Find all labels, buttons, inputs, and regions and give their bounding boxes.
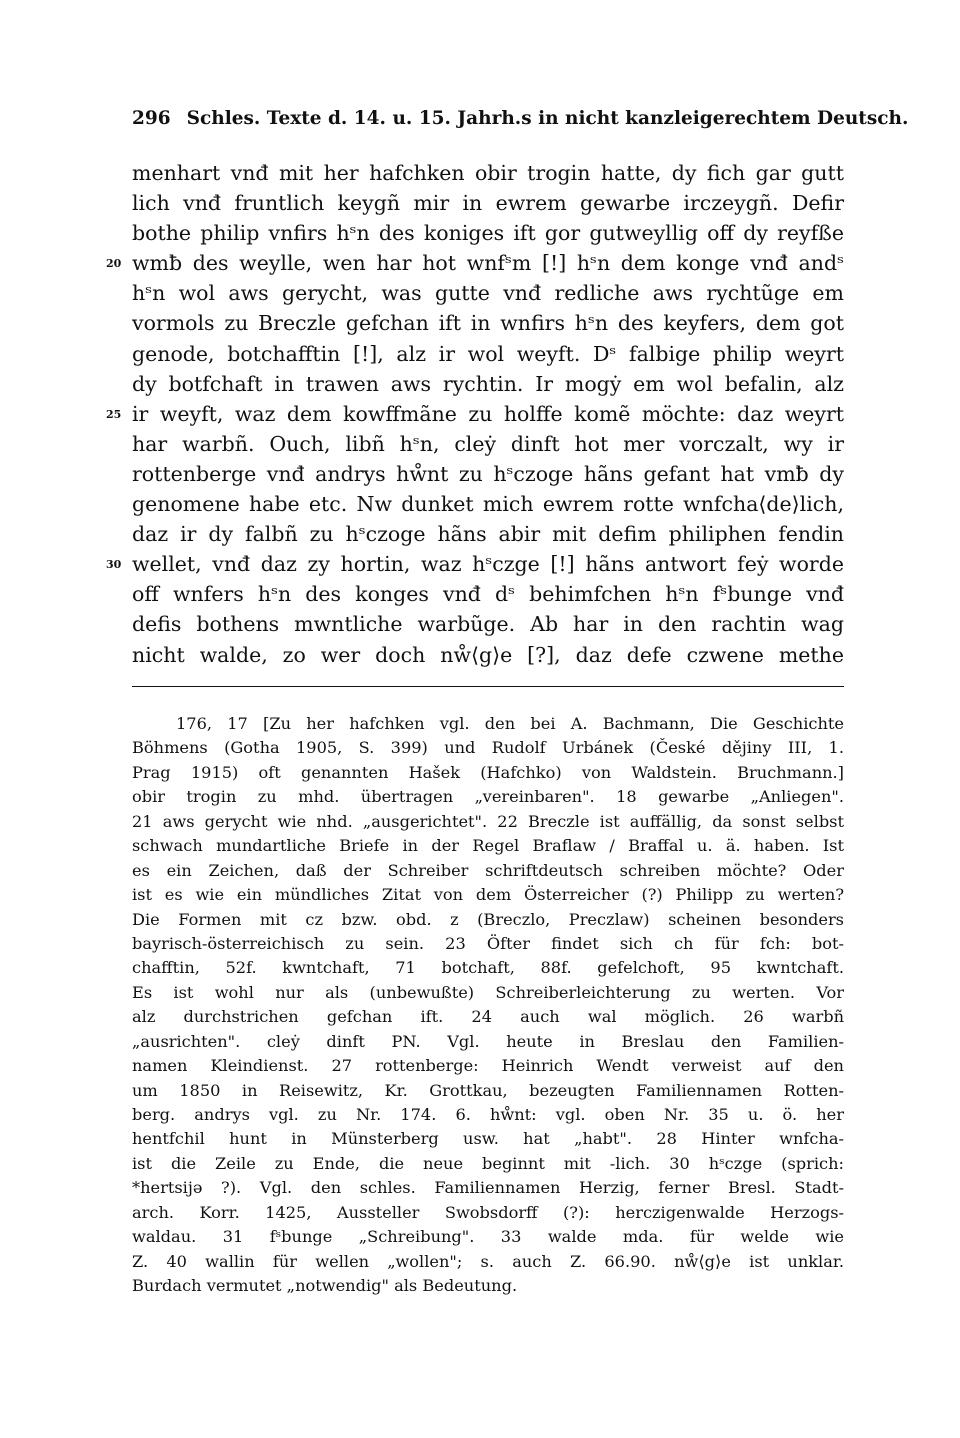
note-line: Prag 1915) oft genannten Hašek (Hafchko) von Waldstein. Bruchmann.] [132, 762, 844, 782]
line-text: vormols zu Breczle gefchan ift in wnfirs hˢn des keyfers, dem got [132, 311, 844, 336]
line-number: 30 [106, 558, 122, 572]
note-line: ist es wie ein mündliches Zitat von dem Österreicher (?) Philipp zu werten? [132, 885, 844, 905]
main-text [106, 158, 844, 670]
note-line: Die Formen mit cz bzw. obd. z (Breczlo, Preczlaw) scheinen besonders [132, 909, 844, 929]
text-line [132, 489, 844, 519]
text-line [132, 369, 844, 399]
text-line [132, 278, 844, 308]
text-line [132, 459, 844, 489]
running-title: Schles. Texte d. 14. u. 15. Jahrh.s in nicht kanzleigerechtem Deutsch. [186, 108, 909, 129]
page-number: 296 [132, 108, 171, 129]
line-number: 25 [106, 407, 122, 421]
note-line: 176, 17 [Zu her hafchken vgl. den bei A. Bachmann, Die Geschichte [176, 714, 844, 733]
text-line [132, 339, 844, 369]
line-number: 20 [106, 257, 122, 271]
note-line: hentfchil hunt in Münsterberg usw. hat „habt". 28 Hinter wnfcha- [132, 1129, 844, 1149]
note-line: Burdach vermutet „notwendig" als Bedeutung. [132, 1276, 518, 1296]
text-line [132, 308, 844, 338]
text-line [106, 248, 844, 278]
note-line: *hertsijə ?). Vgl. den schles. Familiennamen Herzig, ferner Bresl. Stadt- [132, 1178, 844, 1198]
note-line: Böhmens (Gotha 1905, S. 399) und Rudolf Urbánek (České dějiny III, 1. [132, 738, 844, 758]
note-line: waldau. 31 fˢbunge „Schreibung". 33 walde mda. für welde wie [132, 1227, 844, 1247]
note-line: alz durchstrichen gefchan ift. 24 auch wal möglich. 26 warbñ [132, 1007, 844, 1027]
text-line [132, 218, 844, 248]
text-line [132, 188, 844, 218]
text-line [132, 429, 844, 459]
text-line [132, 609, 844, 639]
note-line: bayrisch-österreichisch zu sein. 23 Öfter findet sich ch für fch: bot- [132, 933, 844, 953]
note-line: es ein Zeichen, daß der Schreiber schriftdeutsch schreiben möchte? Oder [132, 860, 844, 880]
note-line: 21 aws gerycht wie nhd. „ausgerichtet". 22 Breczle ist auffällig, da sonst selbst [132, 811, 844, 831]
line-text: har warbñ. Ouch, libñ hˢn, cleẏ dinft hot mer vorczalt, wy ir [132, 431, 844, 456]
text-line [106, 399, 844, 429]
note-line: ist die Zeile zu Ende, die neue beginnt mit -lich. 30 hˢczge (sprich: [132, 1153, 844, 1173]
line-text: dy botfchaft in trawen aws rychtin. Ir mogẏ em wol befalin, alz [132, 371, 844, 396]
footnote-divider [132, 686, 844, 687]
note-line: „ausrichten". cleẏ dinft PN. Vgl. heute in Breslau den Familien- [132, 1031, 844, 1051]
line-text: rottenberge vnđ andrys hẘnt zu hˢczoge hãns gefant hat vmƀ dy [132, 461, 844, 486]
text-line [132, 158, 844, 188]
line-text: off wnfers hˢn des konges vnđ dˢ behimfchen hˢn fˢbunge vnđ [132, 582, 844, 607]
line-text: genomene habe etc. Nw dunket mich ewrem rotte wnfcha⟨de⟩lich, [132, 492, 844, 517]
text-line [106, 549, 844, 579]
text-line [132, 579, 844, 609]
note-line: arch. Korr. 1425, Aussteller Swobsdorff (?): herczigenwalde Herzogs- [132, 1202, 844, 1222]
line-text: daz ir dy falbñ zu hˢczoge hãns abir mit defim philiphen fendin [132, 522, 844, 547]
line-text: ir weyft, waz dem kowffmãne zu holffe komẽ möchte: daz weyrt [132, 401, 844, 426]
notes-block [132, 712, 844, 1299]
line-text: lich vnđ fruntlich keygñ mir in ewrem gewarbe irczeygñ. Defir [132, 191, 844, 216]
note-line: Z. 40 wallin für wellen „wollen"; s. auch Z. 66.90. nẘ⟨g⟩e ist unklar. [132, 1251, 844, 1271]
note-line: obir trogin zu mhd. übertragen „vereinbaren". 18 gewarbe „Anliegen". [132, 787, 844, 807]
note-line: berg. andrys vgl. zu Nr. 174. 6. hẘnt: vgl. oben Nr. 35 u. ö. her [132, 1105, 844, 1124]
line-text: hˢn wol aws gerycht, was gutte vnđ redliche aws rychtũge em [132, 281, 844, 306]
line-text: wellet, vnđ daz zy hortin, waz hˢczge [!] hãns antwort feẏ worde [132, 552, 844, 577]
line-text: genode, botchafftin [!], alz ir wol weyft. Dˢ falbige philip weyrt [132, 341, 844, 366]
note-line: um 1850 in Reisewitz, Kr. Grottkau, bezeugten Familiennamen Rotten- [132, 1080, 844, 1100]
line-text: wmƀ des weylle, wen har hot wnfˢm [!] hˢn dem konge vnđ andˢ [132, 251, 844, 276]
text-line [132, 640, 844, 670]
note-line: Es ist wohl nur als (unbewußte) Schreiberleichterung zu werten. Vor [132, 982, 844, 1002]
running-header [132, 104, 909, 134]
note-line: schwach mundartliche Briefe in der Regel Braflaw / Braffal u. ä. haben. Ist [132, 836, 844, 856]
note-line: namen Kleindienst. 27 rottenberge: Heinrich Wendt verweist auf den [132, 1056, 844, 1076]
text-line [132, 519, 844, 549]
line-text: defis bothens mwntliche warbũge. Ab har in den rachtin wag [132, 612, 844, 637]
note-line: chafftin, 52f. kwntchaft, 71 botchaft, 88f. gefelchoft, 95 kwntchaft. [132, 958, 844, 978]
line-text: bothe philip vnfirs hˢn des koniges ift gor gutweyllig off dy reyfße [132, 221, 844, 246]
line-text: menhart vnđ mit her hafchken obir trogin hatte, dy fich gar gutt [132, 161, 844, 185]
line-text: nicht walde, zo wer doch nẘ⟨g⟩e [?], daz defe czwene methe [132, 642, 844, 667]
